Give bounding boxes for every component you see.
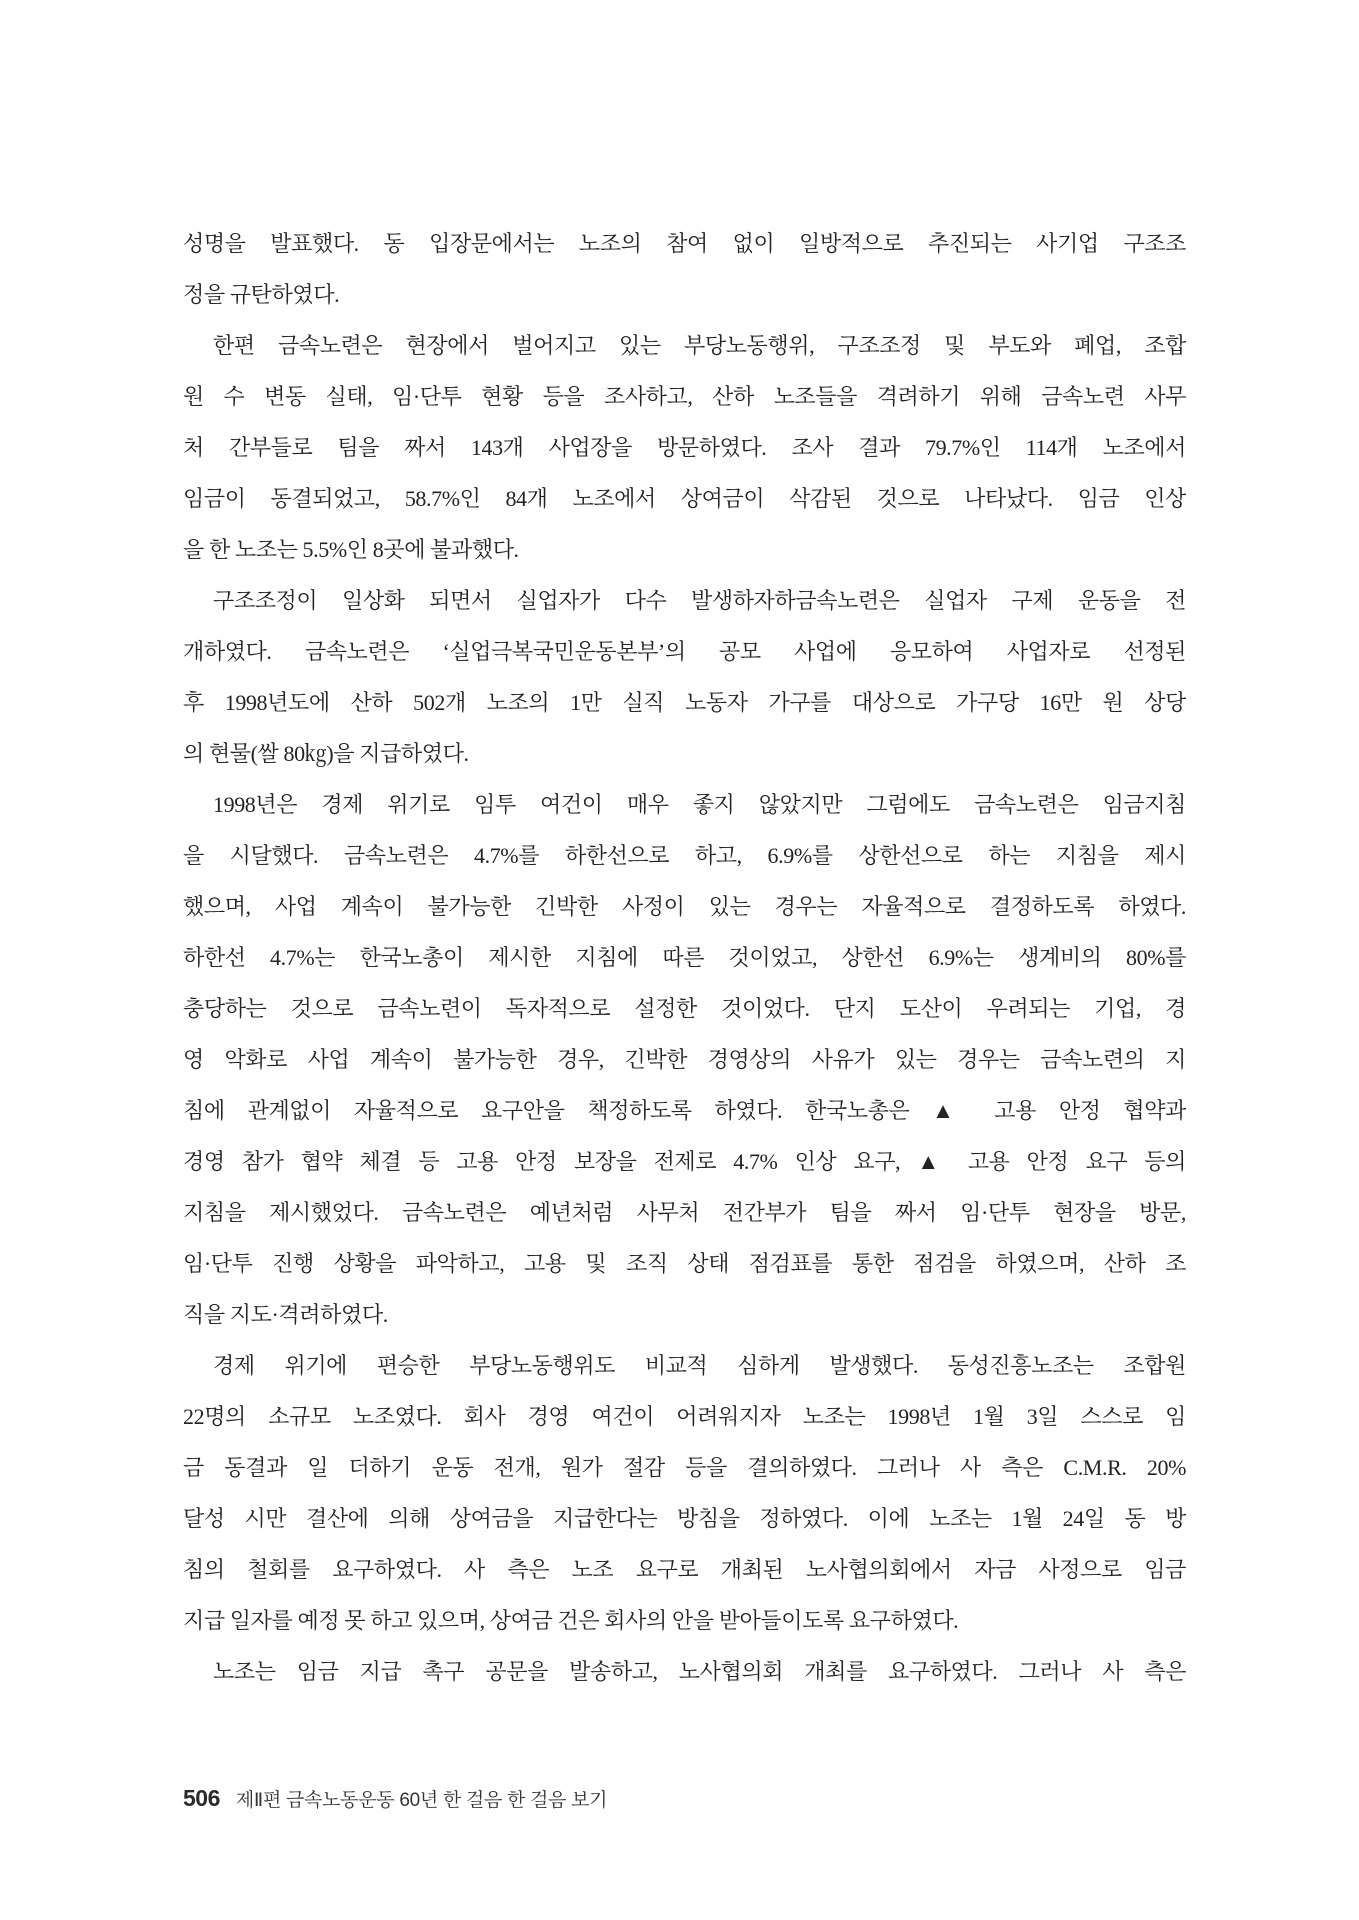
text-line: 경제 위기에 편승한 부당노동행위도 비교적 심하게 발생했다. 동성진흥노조는 조합원 — [213, 1353, 1186, 1378]
page-number: 506 — [183, 1784, 220, 1811]
text-line: 22명의 소규모 노조였다. 회사 경영 여건이 어려워지자 노조는 1998년 1월 3일 스스로 임 — [183, 1404, 1186, 1429]
text-line: 지침을 제시했었다. 금속노련은 예년처럼 사무처 전간부가 팀을 짜서 임·단투 현장을 방문, — [183, 1200, 1186, 1225]
paragraph — [183, 218, 1186, 320]
text-line: 금 동결과 일 더하기 운동 전개, 원가 절감 등을 결의하였다. 그러나 사 측은 C.M.R. 20% — [183, 1455, 1186, 1480]
text-line: 정을 규탄하였다. — [183, 282, 340, 307]
text-line: 을 시달했다. 금속노련은 4.7%를 하한선으로 하고, 6.9%를 상한선으로 하는 지침을 제시 — [183, 843, 1186, 868]
text-line: 개하였다. 금속노련은 ‘실업극복국민운동본부’의 공모 사업에 응모하여 사업자로 선정된 — [183, 639, 1186, 664]
text-line: 구조조정이 일상화 되면서 실업자가 다수 발생하자하금속노련은 실업자 구제 운동을 전 — [213, 588, 1186, 613]
text-line: 했으며, 사업 계속이 불가능한 긴박한 사정이 있는 경우는 자율적으로 결정하도록 하였다. — [183, 894, 1186, 919]
text-line: 침의 철회를 요구하였다. 사 측은 노조 요구로 개최된 노사협의회에서 자금 사정으로 임금 — [183, 1557, 1186, 1582]
text-line: 임금이 동결되었고, 58.7%인 84개 노조에서 상여금이 삭감된 것으로 나타났다. 임금 인상 — [183, 486, 1186, 511]
text-line: 임·단투 진행 상황을 파악하고, 고용 및 조직 상태 점검표를 통한 점검을 하였으며, 산하 조 — [183, 1251, 1186, 1276]
paragraph — [183, 779, 1186, 1340]
running-title: 제Ⅱ편 금속노동운동 60년 한 걸음 한 걸음 보기 — [235, 1789, 608, 1811]
paragraph — [183, 1646, 1186, 1697]
text-line: 의 현물(쌀 80㎏)을 지급하였다. — [183, 741, 469, 766]
body-text — [183, 218, 1186, 1697]
text-line: 침에 관계없이 자율적으로 요구안을 책정하도록 하였다. 한국노총은 ▲ 고용 안정 협약과 — [183, 1098, 1186, 1123]
text-line: 후 1998년도에 산하 502개 노조의 1만 실직 노동자 가구를 대상으로 가구당 16만 원 상당 — [183, 690, 1186, 715]
text-line: 달성 시만 결산에 의해 상여금을 지급한다는 방침을 정하였다. 이에 노조는 1월 24일 동 방 — [183, 1506, 1186, 1531]
text-line: 성명을 발표했다. 동 입장문에서는 노조의 참여 없이 일방적으로 추진되는 사기업 구조조 — [183, 231, 1186, 256]
text-line: 원 수 변동 실태, 임·단투 현황 등을 조사하고, 산하 노조들을 격려하기 위해 금속노련 사무 — [183, 384, 1186, 409]
text-line: 충당하는 것으로 금속노련이 독자적으로 설정한 것이었다. 단지 도산이 우려되는 기업, 경 — [183, 996, 1186, 1021]
text-line: 1998년은 경제 위기로 임투 여건이 매우 좋지 않았지만 그럼에도 금속노련은 임금지침 — [213, 792, 1186, 817]
paragraph — [183, 1340, 1186, 1646]
text-line: 노조는 임금 지급 촉구 공문을 발송하고, 노사협의회 개최를 요구하였다. 그러나 사 측은 — [213, 1659, 1186, 1684]
text-line: 을 한 노조는 5.5%인 8곳에 불과했다. — [183, 537, 519, 562]
text-line: 처 간부들로 팀을 짜서 143개 사업장을 방문하였다. 조사 결과 79.7%인 114개 노조에서 — [183, 435, 1186, 460]
text-line: 직을 지도·격려하였다. — [183, 1302, 388, 1327]
text-line: 하한선 4.7%는 한국노총이 제시한 지침에 따른 것이었고, 상한선 6.9%는 생계비의 80%를 — [183, 945, 1186, 970]
paragraph — [183, 575, 1186, 779]
text-line: 지급 일자를 예정 못 하고 있으며, 상여금 건은 회사의 안을 받아들이도록 요구하였다. — [183, 1608, 959, 1633]
paragraph — [183, 320, 1186, 575]
text-line: 한편 금속노련은 현장에서 벌어지고 있는 부당노동행위, 구조조정 및 부도와 폐업, 조합 — [213, 333, 1186, 358]
text-line: 경영 참가 협약 체결 등 고용 안정 보장을 전제로 4.7% 인상 요구, ▲ 고용 안정 요구 등의 — [183, 1149, 1186, 1174]
text-line: 영 악화로 사업 계속이 불가능한 경우, 긴박한 경영상의 사유가 있는 경우는 금속노련의 지 — [183, 1047, 1186, 1072]
page-footer — [183, 1778, 1186, 1818]
